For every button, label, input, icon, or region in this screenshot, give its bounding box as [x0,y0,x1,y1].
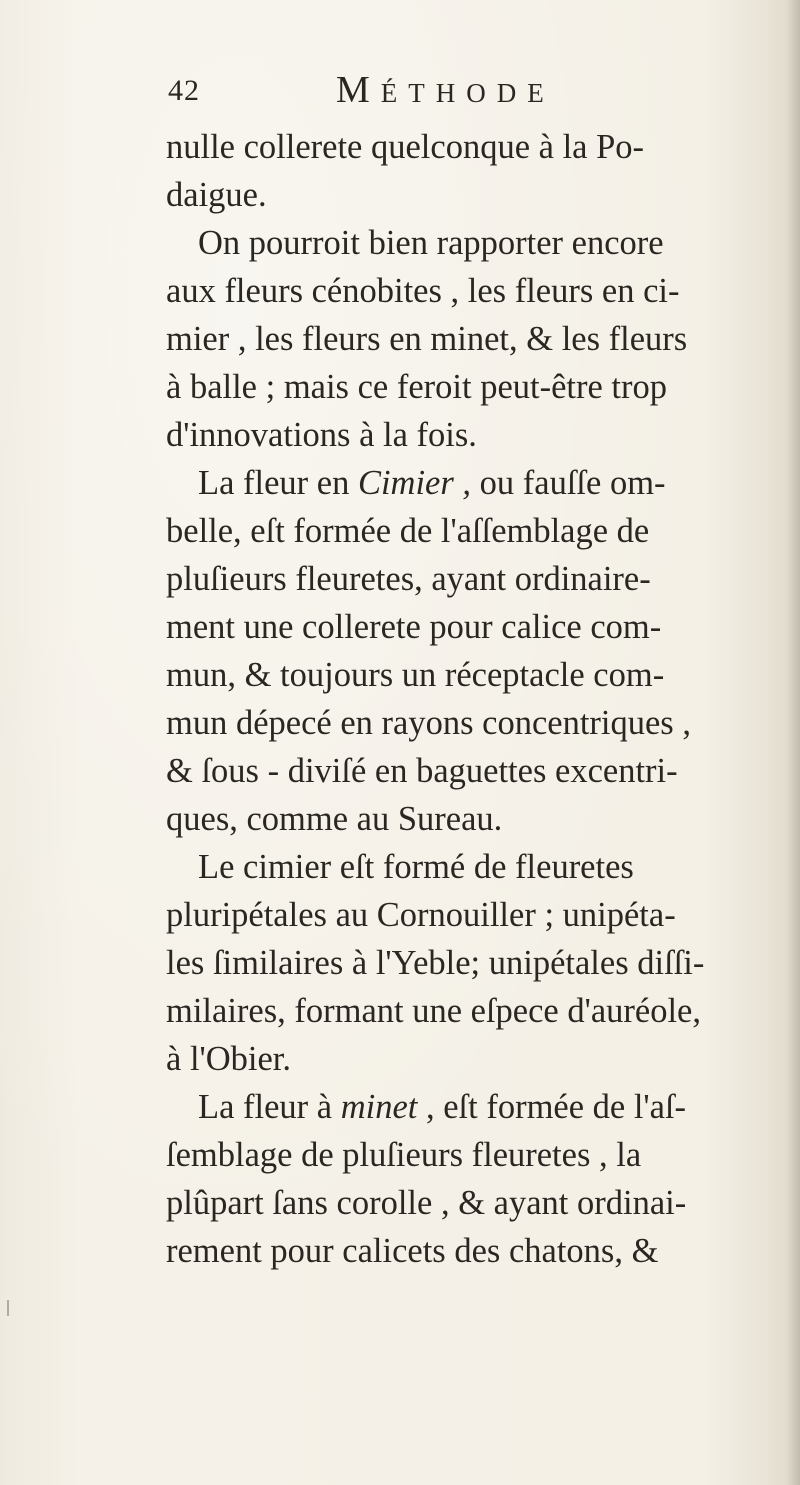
page-number: 42 [168,74,200,107]
text-line: aux fleurs cénobites , les fleurs en ci- [166,272,680,310]
text-line: à balle ; mais ce feroit peut-être trop [166,368,667,406]
page-edge-shadow [786,0,800,1485]
body-text [166,123,776,1275]
text-line: plûpart ſans corolle , & ayant ordinai- [166,1184,687,1222]
text-line: milaires, formant une eſpece d'auréole, [166,992,701,1030]
margin-ink-mark [7,1300,9,1316]
text-line: ſemblage de pluſieurs fleuretes , la [166,1136,642,1174]
text-line: d'innovations à la fois. [166,416,477,454]
paragraph-start-line: Le cimier eſt formé de fleuretes [198,848,634,886]
paragraph-start-line [166,1083,776,1131]
text-run: ou fauſſe om- [471,464,666,502]
text-line: les ſimilaires à l'Yeble; unipétales diſſi- [166,944,705,982]
italic-term: minet [340,1088,418,1126]
paragraph-start-line: On pourroit bien rapporter encore [198,224,664,262]
text-line: rement pour calicets des chatons, & [166,1232,659,1270]
text-line: pluſieurs fleuretes, ayant ordinaire- [166,560,651,598]
text-run: , eſt formée de l'aſ- [417,1088,687,1126]
text-line: nulle collerete quelconque à la Po- [166,128,645,166]
text-run: La fleur à [198,1088,341,1126]
page-header [168,68,638,114]
text-run: La fleur en [198,464,358,502]
text-line: ques, comme au Sureau. [166,800,503,838]
italic-term: Cimier , [357,464,472,502]
text-line: belle, eſt formée de l'aſſemblage de [166,512,650,550]
text-line: mier , les fleurs en minet, & les fleurs [166,320,688,358]
running-title: Méthode [336,69,555,111]
text-line: pluripétales au Cornouiller ; unipéta- [166,896,676,934]
text-line: mun, & toujours un réceptacle com- [166,656,665,694]
paragraph-start-line [166,459,776,507]
text-line: daigue. [166,176,267,214]
text-line: mun dépecé en rayons concentriques , [166,704,691,742]
text-line: à l'Obier. [166,1040,292,1078]
text-line: ment une collerete pour calice com- [166,608,662,646]
text-line: & ſous - diviſé en baguettes excentri- [166,752,678,790]
